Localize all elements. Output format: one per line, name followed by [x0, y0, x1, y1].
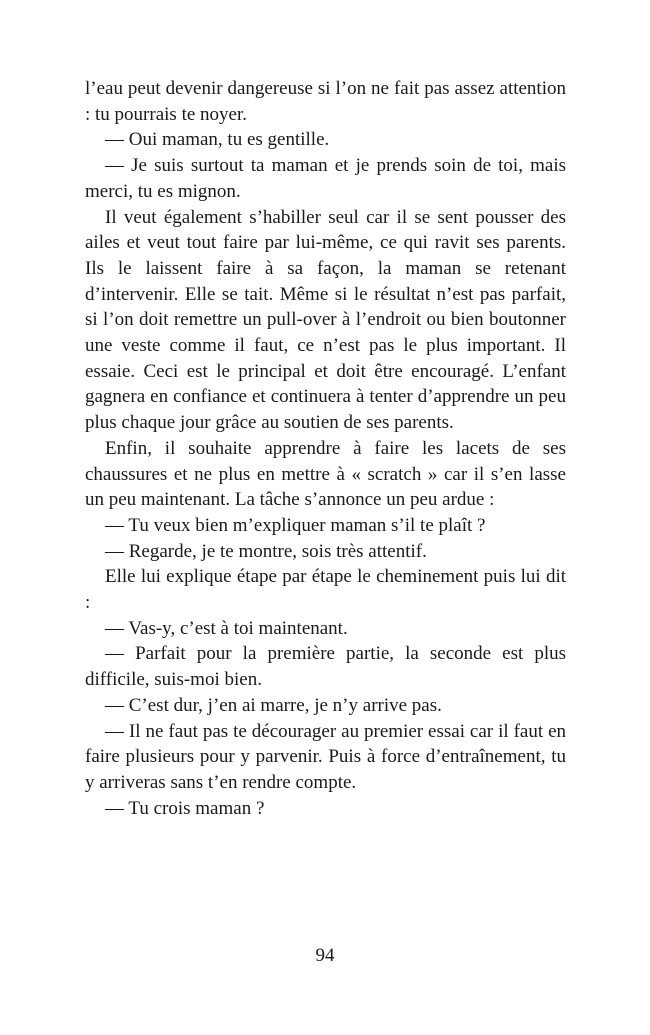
- paragraph: l’eau peut devenir dangereuse si l’on ne fait pas assez attention : tu pourrais te noyer.: [85, 78, 566, 125]
- dialogue-line: — C’est dur, j’en ai marre, je n’y arrive pas.: [105, 694, 442, 716]
- dialogue-line: — Tu veux bien m’expliquer maman s’il te plaît ?: [105, 514, 486, 536]
- paragraph: Elle lui explique étape par étape le cheminement puis lui dit :: [85, 566, 566, 614]
- page-number: 94: [315, 945, 335, 966]
- paragraph: Il veut également s’habiller seul car il se sent pousser des ailes et veut tout faire par lui-même, ce qui ravit ses parents. Ils le laissent faire à sa façon, la maman se retenant d’intervenir. Elle se tait. Même si le résultat n’est pas parfait, si l’on doit remettre un pull-over à l’endroit ou bien boutonner une veste comme il faut, ce n’est pas le plus important. Il essaie. Ceci est le principal et doit être encouragé. L’enfant gagnera en confiance et continuera à tenter d’apprendre un peu plus chaque jour grâce au soutien de ses parents.: [85, 206, 566, 434]
- dialogue-line: — Parfait pour la première partie, la seconde est plus difficile, suis-moi bien.: [85, 643, 566, 691]
- dialogue-line: — Je suis surtout ta maman et je prends soin de toi, mais merci, tu es mignon.: [85, 155, 566, 202]
- body-text: [85, 76, 566, 821]
- dialogue-line: — Tu crois maman ?: [105, 797, 265, 819]
- dialogue-line: — Il ne faut pas te décourager au premier essai car il faut en faire plusieurs pour y parvenir. Puis à force d’entraînement, tu y arriveras sans t’en rendre compte.: [85, 720, 566, 793]
- paragraph: Enfin, il souhaite apprendre à faire les lacets de ses chaussures et ne plus en mettre à « scratch » car il s’en lasse un peu maintenant. La tâche s’annonce un peu ardue :: [85, 437, 566, 511]
- dialogue-line: — Oui maman, tu es gentille.: [105, 129, 330, 151]
- dialogue-line: — Regarde, je te montre, sois très attentif.: [105, 540, 427, 562]
- dialogue-line: — Vas-y, c’est à toi maintenant.: [105, 617, 348, 639]
